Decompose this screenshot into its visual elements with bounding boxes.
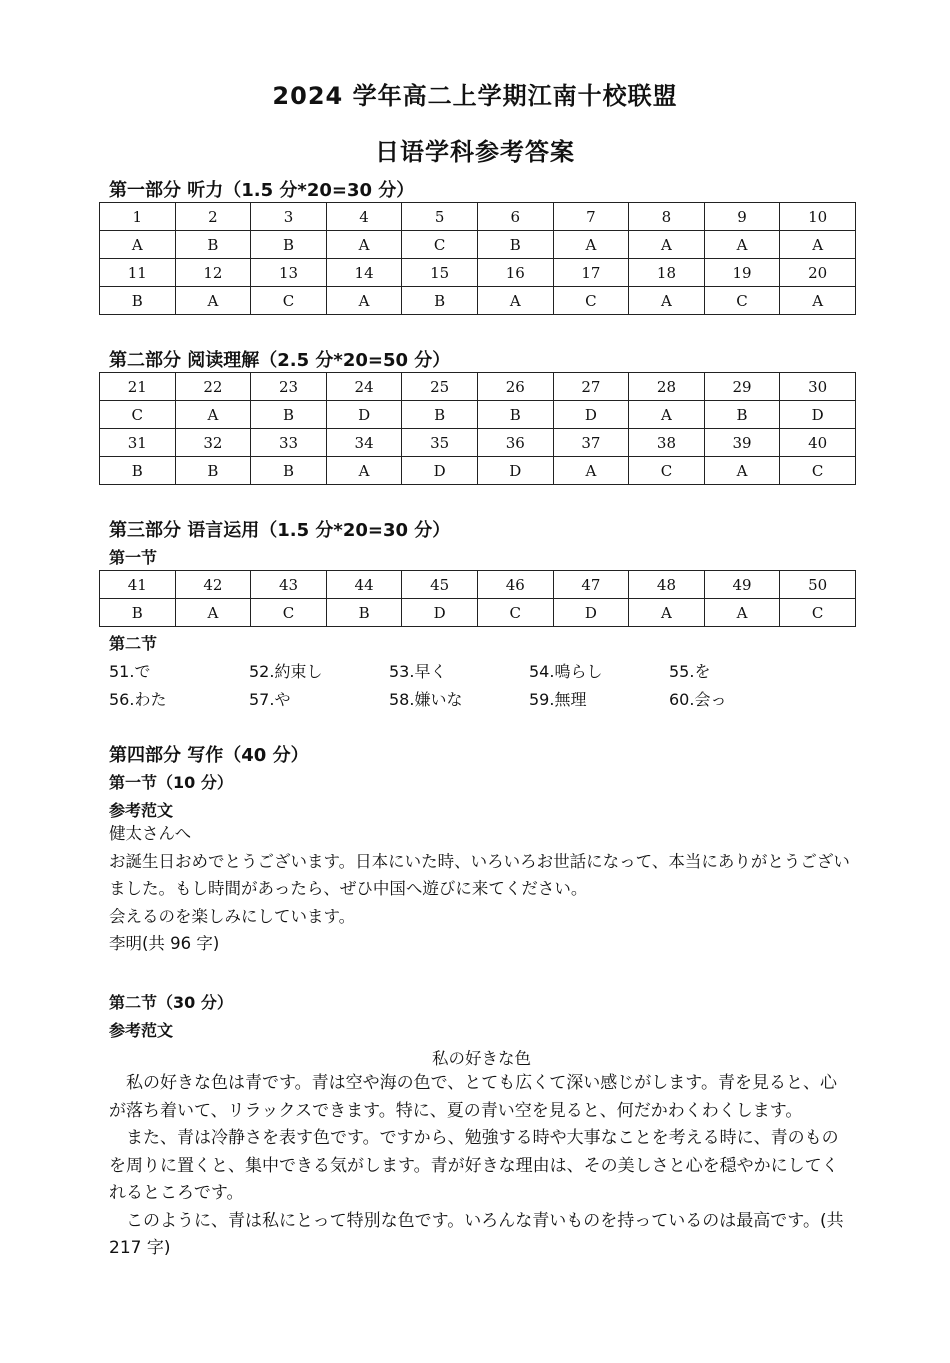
question-number-cell: 2 [175,203,251,231]
answer-cell: A [477,287,553,315]
answer-cell: A [175,401,251,429]
part3-section1-heading: 第一节 [109,548,158,567]
part4-section2-heading: 第二节（30 分） [109,993,233,1012]
question-number-cell: 47 [553,571,629,599]
question-number-cell: 4 [326,203,402,231]
answer-cell: D [402,457,478,485]
question-number-cell: 12 [175,259,251,287]
part4-section2-label: 参考范文 [109,1021,174,1040]
fill-in-answer: 55.を [669,661,711,681]
answer-cell: C [251,287,327,315]
answer-cell: C [780,457,856,485]
question-number-row [100,203,856,231]
question-number-cell: 32 [175,429,251,457]
fill-in-answer: 59.無理 [529,689,587,709]
answer-cell: B [402,401,478,429]
answer-cell: A [629,401,705,429]
part2-answer-table [99,372,856,485]
question-number-cell: 33 [251,429,327,457]
answer-cell: A [175,599,251,627]
question-number-cell: 7 [553,203,629,231]
question-number-cell: 43 [251,571,327,599]
page-title: 2024 学年高二上学期江南十校联盟 [272,82,678,110]
question-number-row [100,571,856,599]
question-number-row [100,373,856,401]
question-number-cell: 14 [326,259,402,287]
question-number-cell: 5 [402,203,478,231]
question-number-cell: 35 [402,429,478,457]
letter-line: 会えるのを楽しみにしています。 [109,906,356,926]
question-number-cell: 49 [704,571,780,599]
answer-cell: A [780,231,856,259]
answer-cell: A [175,287,251,315]
answer-cell: D [553,401,629,429]
part3-heading: 第三部分 语言运用（1.5 分*20=30 分） [109,520,451,541]
answer-cell: A [629,599,705,627]
question-number-cell: 6 [477,203,553,231]
question-number-cell: 22 [175,373,251,401]
answer-cell: D [402,599,478,627]
answer-cell: B [251,231,327,259]
answer-cell: A [326,287,402,315]
answer-row [100,457,856,485]
question-number-cell: 10 [780,203,856,231]
question-number-cell: 16 [477,259,553,287]
fill-in-row [109,656,809,684]
fill-in-answer: 57.や [249,689,291,709]
answer-cell: A [704,599,780,627]
question-number-cell: 27 [553,373,629,401]
question-number-cell: 29 [704,373,780,401]
question-number-cell: 50 [780,571,856,599]
answer-cell: A [553,457,629,485]
answer-cell: B [100,599,176,627]
question-number-cell: 46 [477,571,553,599]
answer-row [100,231,856,259]
page-subtitle: 日语学科参考答案 [375,138,575,166]
answer-cell: B [175,231,251,259]
question-number-cell: 25 [402,373,478,401]
question-number-cell: 21 [100,373,176,401]
question-number-cell: 15 [402,259,478,287]
question-number-cell: 38 [629,429,705,457]
part2-heading: 第二部分 阅读理解（2.5 分*20=50 分） [109,350,451,371]
answer-cell: D [326,401,402,429]
answer-cell: B [326,599,402,627]
question-number-cell: 37 [553,429,629,457]
part3-section2-heading: 第二节 [109,634,158,653]
question-number-cell: 9 [704,203,780,231]
question-number-cell: 13 [251,259,327,287]
part4-section1-heading: 第一节（10 分） [109,773,233,792]
answer-cell: A [629,287,705,315]
fill-in-answers [109,656,809,712]
question-number-row [100,429,856,457]
question-number-cell: 1 [100,203,176,231]
answer-cell: A [780,287,856,315]
answer-row [100,401,856,429]
answer-cell: B [251,401,327,429]
essay-paragraph: このように、青は私にとって特別な色です。いろんな青いものを持っているのは最高です。(共 217 字) [109,1210,844,1258]
answer-cell: B [175,457,251,485]
answer-cell: C [402,231,478,259]
fill-in-answer: 53.早く [389,661,447,681]
question-number-cell: 42 [175,571,251,599]
question-number-cell: 18 [629,259,705,287]
question-number-row [100,259,856,287]
question-number-cell: 23 [251,373,327,401]
answer-row [100,599,856,627]
answer-cell: B [251,457,327,485]
answer-cell: C [780,599,856,627]
fill-in-answer: 58.嫌いな [389,689,463,709]
question-number-cell: 8 [629,203,705,231]
essay-paragraph: 私の好きな色は青です。青は空や海の色で、とても広くて深い感じがします。青を見ると、心が落ち着いて、リラックスできます。特に、夏の青い空を見ると、何だかわくわくします。 [109,1073,837,1121]
question-number-cell: 11 [100,259,176,287]
question-number-cell: 44 [326,571,402,599]
part1-answer-table [99,202,856,315]
letter-line: お誕生日おめでとうございます。日本にいた時、いろいろお世話になって、本当にありがとうございました。もし時間があったら、ぜひ中国へ遊びに来てください。 [109,851,850,898]
part4-heading: 第四部分 写作（40 分） [109,745,309,766]
answer-cell: C [553,287,629,315]
question-number-cell: 19 [704,259,780,287]
answer-cell: B [402,287,478,315]
answer-cell: C [100,401,176,429]
answer-cell: B [477,401,553,429]
question-number-cell: 30 [780,373,856,401]
answer-cell: A [553,231,629,259]
answer-cell: A [704,457,780,485]
answer-cell: B [704,401,780,429]
essay-title: 私の好きな色 [432,1049,531,1068]
answer-cell: D [553,599,629,627]
question-number-cell: 34 [326,429,402,457]
question-number-cell: 24 [326,373,402,401]
fill-in-answer: 56.わた [109,689,167,709]
answer-row [100,287,856,315]
question-number-cell: 39 [704,429,780,457]
essay-paragraph: また、青は冷静さを表す色です。ですから、勉強する時や大事なことを考える時に、青のものを周りに置くと、集中できる気がします。青が好きな理由は、その美しさと心を穏やかにしてくれるところです。 [109,1128,839,1203]
question-number-cell: 45 [402,571,478,599]
answer-cell: C [477,599,553,627]
fill-in-answer: 60.会っ [669,689,727,709]
question-number-cell: 17 [553,259,629,287]
part4-section1-label: 参考范文 [109,801,174,820]
answer-cell: A [100,231,176,259]
answer-cell: A [629,231,705,259]
question-number-cell: 36 [477,429,553,457]
letter-line: 健太さんへ [109,824,192,843]
question-number-cell: 40 [780,429,856,457]
question-number-cell: 48 [629,571,705,599]
question-number-cell: 41 [100,571,176,599]
part3-answer-table [99,570,856,627]
letter-line: 李明(共 96 字) [109,934,220,953]
answer-cell: B [100,287,176,315]
answer-cell: A [326,457,402,485]
answer-cell: A [704,231,780,259]
question-number-cell: 20 [780,259,856,287]
fill-in-answer: 54.鳴らし [529,661,603,681]
fill-in-row [109,684,809,712]
question-number-cell: 26 [477,373,553,401]
letter-sample [109,820,854,958]
answer-cell: B [100,457,176,485]
answer-cell: C [251,599,327,627]
question-number-cell: 3 [251,203,327,231]
fill-in-answer: 51.で [109,661,151,681]
answer-cell: D [780,401,856,429]
part1-heading: 第一部分 听力（1.5 分*20=30 分） [109,180,415,201]
answer-cell: C [704,287,780,315]
answer-cell: D [477,457,553,485]
answer-cell: B [477,231,553,259]
fill-in-answer: 52.約束し [249,661,323,681]
question-number-cell: 31 [100,429,176,457]
answer-cell: C [629,457,705,485]
answer-cell: A [326,231,402,259]
essay-body [109,1070,851,1263]
question-number-cell: 28 [629,373,705,401]
